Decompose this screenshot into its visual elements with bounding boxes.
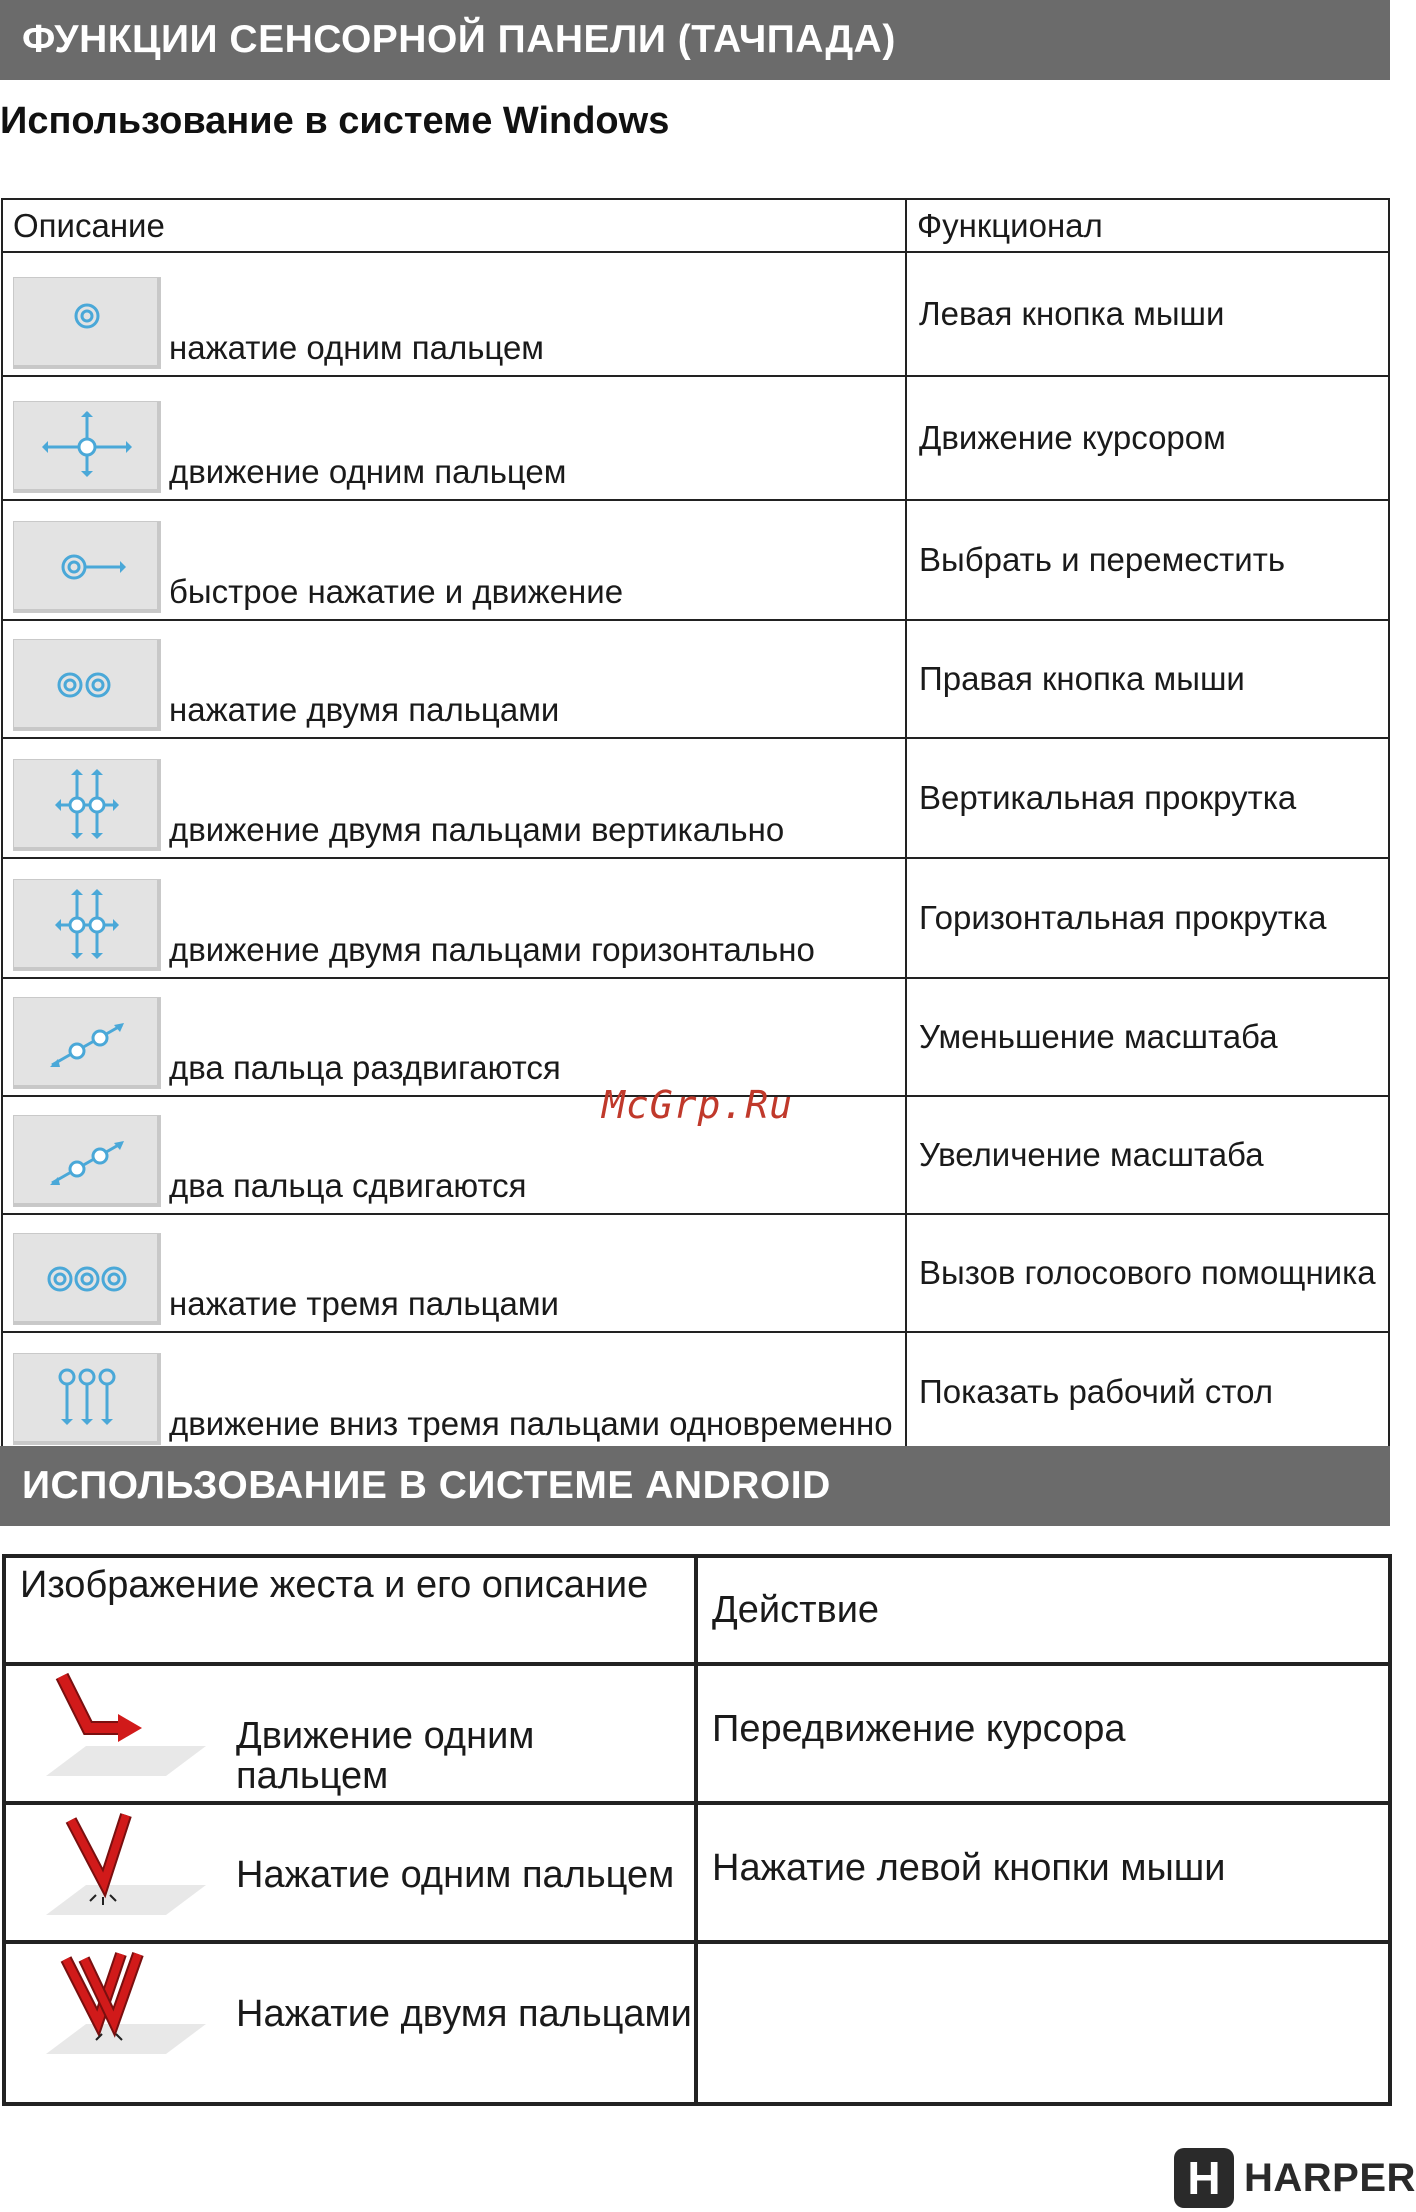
gesture-cell [13,865,905,971]
action-cell [696,1942,1390,2104]
logo-text: HARPER [1244,2155,1416,2200]
gesture-cell [13,383,905,493]
column-header-description: Описание [2,199,906,252]
gesture-description: движение одним пальцем [169,453,567,490]
gesture-description: Нажатие двумя пальцами [236,1993,692,2035]
gesture-description: Нажатие одним пальцем [236,1854,675,1896]
gesture-description: движение вниз тремя пальцами одновременно [169,1405,893,1442]
two-finger-horizontal-icon [13,879,161,971]
section-title: ФУНКЦИИ СЕНСОРНОЙ ПАНЕЛИ (ТАЧПАДА) [22,18,896,61]
gesture-description: Движение одним пальцем [236,1715,535,1797]
tap-drag-icon [13,521,161,613]
gesture-description: два пальца сдвигаются [169,1167,527,1204]
two-finger-tap-icon [13,639,161,731]
description-cell [2,376,906,500]
function-cell: Показать рабочий стол [906,1332,1389,1452]
table-header-row [2,199,1389,252]
watermark: McGrp.Ru [602,1083,794,1127]
function-cell: Вертикальная прокрутка [906,738,1389,858]
section-banner-touchpad [0,0,1390,80]
table-row [2,858,1389,978]
description-cell [2,1332,906,1452]
table-row [2,500,1389,620]
finger-tap-icon [26,1805,226,1935]
column-header-function: Функционал [906,199,1389,252]
two-finger-vertical-icon [13,759,161,851]
action-cell: Нажатие левой кнопки мыши [696,1803,1390,1942]
function-cell: Движение курсором [906,376,1389,500]
finger-move-icon [26,1666,226,1796]
three-finger-tap-icon [13,1233,161,1325]
column-header-action: Действие [696,1556,1390,1664]
description-cell [2,858,906,978]
column-header-gesture: Изображение жеста и его описание [4,1556,696,1664]
gesture-description: нажатие одним пальцем [169,329,544,366]
table-row [2,376,1389,500]
logo-mark: H [1174,2148,1234,2208]
gesture-cell [13,745,905,851]
gesture-description: два пальца раздвигаются [169,1049,561,1086]
description-cell [2,978,906,1096]
description-cell [2,1214,906,1332]
function-cell: Правая кнопка мыши [906,620,1389,738]
table-row [4,1942,1390,2104]
section-title: ИСПОЛЬЗОВАНИЕ В СИСТЕМЕ ANDROID [22,1464,831,1507]
harper-logo [1174,2148,1416,2208]
pinch-in-icon [13,1115,161,1207]
gesture-description: нажатие тремя пальцами [169,1285,559,1322]
gesture-description: движение двумя пальцами вертикально [169,811,785,848]
function-cell: Левая кнопка мыши [906,252,1389,376]
three-finger-down-icon [13,1353,161,1445]
function-cell: Выбрать и переместить [906,500,1389,620]
table-row [2,1332,1389,1452]
table-row [2,620,1389,738]
gesture-cell [13,259,905,369]
two-finger-tap-icon [26,1944,226,2074]
gesture-cell [13,985,905,1089]
table-row [2,1214,1389,1332]
gesture-cell [4,1803,696,1942]
description-cell [2,620,906,738]
function-cell: Увеличение масштаба [906,1096,1389,1214]
gesture-cell [4,1942,696,2104]
function-cell: Уменьшение масштаба [906,978,1389,1096]
description-cell [2,500,906,620]
section-banner-android [0,1446,1390,1526]
pinch-out-icon [13,997,161,1089]
table-header-row [4,1556,1390,1664]
table-row [2,738,1389,858]
table-row [4,1803,1390,1942]
table-row [2,978,1389,1096]
gesture-content [6,1666,694,1801]
gesture-cell [13,627,905,731]
description-cell [2,252,906,376]
gesture-description: нажатие двумя пальцами [169,691,560,728]
gesture-content [6,1944,694,2102]
function-cell: Вызов голосового помощника [906,1214,1389,1332]
gesture-description: движение двумя пальцами горизонтально [169,931,815,968]
single-move-icon [13,401,161,493]
gesture-cell [13,507,905,613]
subsection-title-windows: Использование в системе Windows [0,100,670,142]
windows-gesture-table [1,198,1390,1453]
gesture-content [6,1805,694,1940]
function-cell: Горизонтальная прокрутка [906,858,1389,978]
gesture-description: быстрое нажатие и движение [169,573,624,610]
gesture-cell [4,1664,696,1803]
table-row [4,1664,1390,1803]
gesture-cell [13,1221,905,1325]
action-cell: Передвижение курсора [696,1664,1390,1803]
table-row [2,252,1389,376]
description-cell [2,738,906,858]
single-tap-icon [13,277,161,369]
gesture-cell [13,1339,905,1445]
android-gesture-table [2,1554,1392,2106]
